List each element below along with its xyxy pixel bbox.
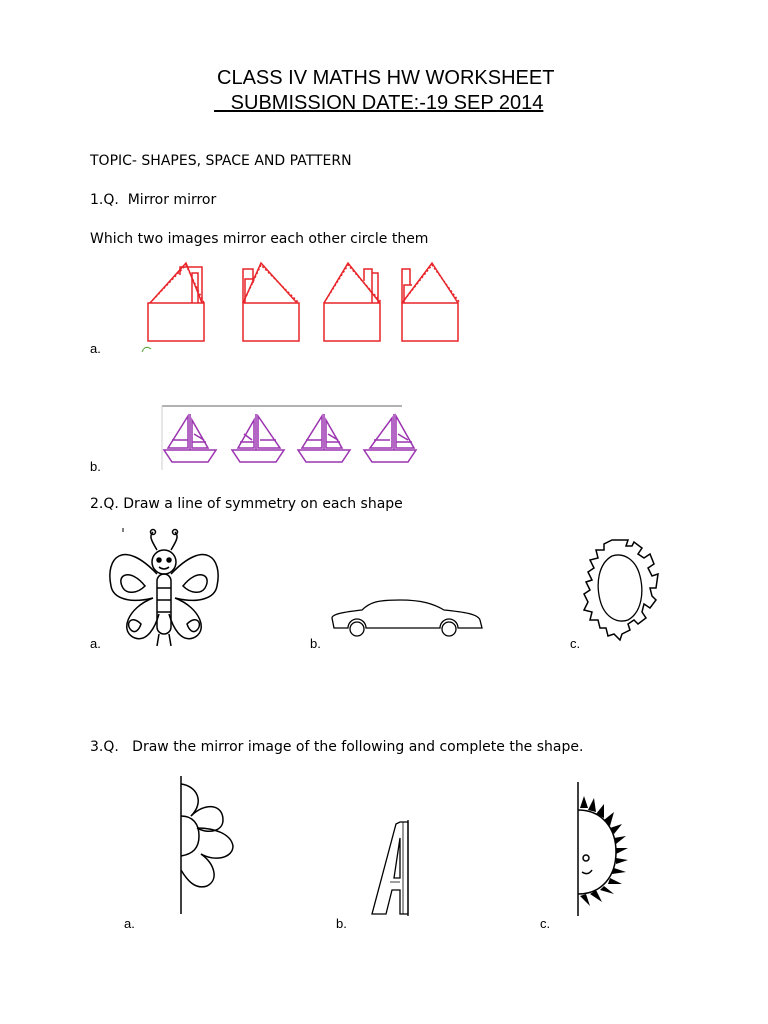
butterfly-image[interactable] xyxy=(105,528,225,650)
small-mark-icon xyxy=(141,345,153,353)
q1-part-b-label: b. xyxy=(90,459,101,474)
q1-instruction: Which two images mirror each other circle them xyxy=(90,231,429,247)
half-letter-a-image[interactable] xyxy=(370,820,416,916)
q1-part-a-label: a. xyxy=(90,341,101,356)
house-3[interactable] xyxy=(324,263,382,341)
q3-part-b-label: b. xyxy=(336,916,347,931)
q2-part-a-label: a. xyxy=(90,636,101,651)
q2-part-b-label: b. xyxy=(310,636,321,651)
half-flower-image[interactable] xyxy=(175,776,245,916)
house-2[interactable] xyxy=(243,263,299,341)
snowflake-image[interactable] xyxy=(582,538,658,642)
worksheet-title: CLASS IV MATHS HW WORKSHEET xyxy=(217,67,555,89)
q3-part-c-label: c. xyxy=(540,916,551,931)
q3-part-a-label: a. xyxy=(124,916,135,931)
submission-date: SUBMISSION DATE:-19 SEP 2014 xyxy=(214,92,544,114)
half-sun-image[interactable] xyxy=(572,782,632,916)
q3-heading: 3.Q. Draw the mirror image of the following and complete the shape. xyxy=(90,739,584,755)
boat-2[interactable] xyxy=(232,414,284,462)
q1-heading: 1.Q. Mirror mirror xyxy=(90,192,217,208)
boat-3[interactable] xyxy=(298,414,350,462)
house-4[interactable] xyxy=(402,263,460,341)
topic-heading: TOPIC- SHAPES, SPACE AND PATTERN xyxy=(90,153,352,169)
boat-4[interactable] xyxy=(364,414,416,462)
q2-heading: 2.Q. Draw a line of symmetry on each shape xyxy=(90,496,403,512)
house-images xyxy=(140,255,470,355)
car-image[interactable] xyxy=(328,598,488,638)
house-1[interactable] xyxy=(148,263,204,341)
boat-images xyxy=(158,400,408,475)
q2-part-c-label: c. xyxy=(570,636,581,651)
boat-1[interactable] xyxy=(164,414,216,462)
